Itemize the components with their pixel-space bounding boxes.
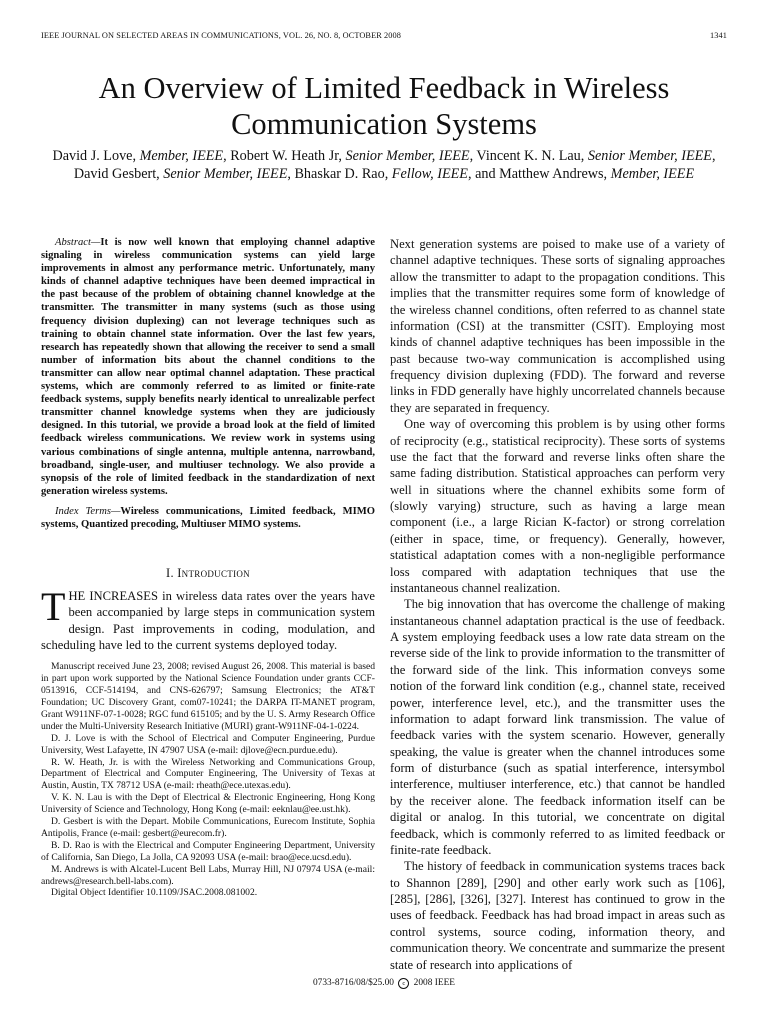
footnote-affiliation: R. W. Heath, Jr. is with the Wireless Networking and Communications Group, Department of Electrical and Computer Engineering, The University of Texas at Austin, Austin, TX 78712 USA (e-mail: rheath@ece.utexas.edu). [41, 756, 375, 792]
author-list: David J. Love, Member, IEEE, Robert W. Heath Jr, Senior Member, IEEE, Vincent K. N. Lau, Senior Member, IEEE, David Gesbert, Senior Member, IEEE, Bhaskar D. Rao, Fellow, IEEE, and Matthew Andrews, Member, IEEE [52, 148, 716, 182]
issn-price: 0733-8716/08/$25.00 [312, 978, 394, 988]
author-name: Matthew Andrews [499, 166, 604, 182]
index-terms-label: Index Terms [55, 505, 111, 517]
body-paragraph: One way of overcoming this problem is by using other forms of reciprocity (e.g., statistical reciprocity). These sorts of systems use the fact that the forward and reverse links often share the same fading distribution. Statistical approaches can perform very well in situations where the channel exhibits some form of (slowly varying) structure, such as having a large mean component (i.e., a large Rician K-factor) or strong correlation (either in space, time, or frequency). Generally, however, statistical adaptation comes with a non-negligible performance loss compared with adaptation techniques that use the instantaneous channel realization. [390, 417, 725, 595]
footnote-affiliation: D. Gesbert is with the Depart. Mobile Communications, Eurecom Institute, Sophia Antipolis, France (e-mail: gesbert@eurecom.fr). [41, 816, 375, 839]
footnote-manuscript: Manuscript received June 23, 2008; revised August 26, 2008. This material is based in part upon work supported by the National Science Foundation under grants CCF-0513916, CCF-514194, and CNS-626797; Samsung Electronics; the AT&T Foundation; UC Discovery Grant, com07-10241; the DARPA IT-MANET program, Grant W911NF-07-1-0028; RGC fund 615105; and by the U. S. Army Research Office under the Multi-University Research Initiative (MURI) grant-W911NF-04-1-0224. [41, 661, 375, 732]
author-name: Robert W. Heath Jr [230, 148, 339, 164]
intro-lead-caps: HE INCREASES [68, 589, 158, 604]
section-heading [41, 566, 375, 581]
left-column [41, 236, 375, 899]
footnote-affiliation: V. K. N. Lau is with the Dept of Electrical & Electronic Engineering, Hong Kong University of Science and Technology, Hong Kong (e-mail: eeknlau@ee.ust.hk). [41, 792, 375, 816]
abstract-text: It is now well known that employing channel adaptive signaling in wireless communication systems can yield large improvements in almost any performance metric. Unfortunately, many kinds of channel adaptive techniques have been deemed impractical in the past because of the problem of obtaining channel knowledge at the transmitter. The transmitter in many systems (such as those using frequency division duplexing) can not leverage techniques such as training to obtain channel state information. Over the last few years, research has repeatedly shown that allowing the receiver to send a small number of information bits about the channel conditions to the transmitter can allow near optimal channel adaptation. These practical systems, which are commonly referred to as limited or finite-rate feedback systems, supply benefits nearly identical to unrealizable perfect transmitter channel knowledge systems when they are judiciously designed. In this tutorial, we provide a broad look at the field of limited feedback wireless communications. We review work in systems using various combinations of single antenna, multiple antenna, narrowband, broadband, single-user, and multiuser technology. We also provide a synopsis of the role of limited feedback in the standardization of next generation wireless systems. [41, 237, 375, 497]
page-number: 1341 [710, 31, 727, 40]
drop-cap: T [41, 584, 66, 630]
copyright-text: 2008 IEEE [413, 978, 456, 988]
intro-paragraph [41, 584, 375, 653]
footnote-affiliation: D. J. Love is with the School of Electrical and Computer Engineering, Purdue University, West Lafayette, IN 47907 USA (e-mail: djlove@ecn.purdue.edu). [41, 732, 375, 756]
section-title: Introduction [177, 566, 250, 581]
journal-citation: IEEE JOURNAL ON SELECTED AREAS IN COMMUNICATIONS, VOL. 26, NO. 8, OCTOBER 2008 [41, 31, 402, 40]
abstract: Abstract—It is now well known that employing channel adaptive signaling in wireless communication systems can yield large improvements in almost any performance metric. Unfortunately, many kinds of channel adaptive techniques have been deemed impractical in the past because of the problem of obtaining channel knowledge at the transmitter. The transmitter in many systems (such as those using frequency division duplexing) can not leverage techniques such as training to obtain channel state information. Over the last few years, research has repeatedly shown that allowing the receiver to send a small number of information bits about the channel conditions to the transmitter can allow near optimal channel adaptation. These practical systems, which are commonly referred to as limited or finite-rate feedback systems, supply benefits nearly identical to unrealizable perfect transmitter channel knowledge systems when they are judiciously designed. In this tutorial, we provide a broad look at the field of limited feedback wireless communications. We review work in systems using various combinations of single antenna, multiple antenna, narrowband, broadband, single-user, and multiuser technology. We also provide a synopsis of the role of limited feedback in the standardization of next generation wireless systems. [41, 237, 375, 497]
author-name: David J. Love [52, 148, 133, 164]
paper-title: An Overview of Limited Feedback in Wireless Communication Systems [98, 71, 670, 141]
author-role: Senior Member, IEEE [587, 148, 712, 164]
author-name: Vincent K. N. Lau [476, 148, 581, 164]
body-paragraph: Next generation systems are poised to make use of a variety of channel adaptive techniques. These sorts of signaling approaches allow the transmitter to adapt to the propagation conditions. This implies that the transmitter requires some form of knowledge of the wireless channel conditions, often referred to as channel state information (CSI) at the transmitter (CSIT). Employing most kinds of channel adaptive techniques has been impossible in the past because two-way communication is accomplished using frequency division duplexing (FDD). The forward and reverse links in FDD generally have highly uncorrelated channels because they are separated in frequency. [390, 237, 725, 415]
author-role: Fellow, IEEE [391, 166, 468, 182]
footnote-doi: Digital Object Identifier 10.1109/JSAC.2008.081002. [51, 887, 258, 899]
author-role: Senior Member, IEEE [163, 166, 288, 182]
intro-text: in wireless data rates over the years have been accompanied by large steps in communication system design. Past improvements in coding, modulation, and scheduling have led to the current systems deployed today. [41, 589, 375, 652]
body-paragraph: The big innovation that has overcome the challenge of making instantaneous channel adaptation practical is the use of feedback. A system employing feedback uses a low rate data stream on the reverse side of the link to provide information to the transmitter of the forward side of the link. This information conveys some notion of the forward link condition (e.g., channel state, received power, interference level, etc.), and the transmitter uses the information to adapt forward link transmission. The value of feedback varies with the system scenario. However, generally speaking, the value is greater when the channel introduces some form of disturbance (such as spatial interference, intersymbol interference, multiuser interference, etc.) that cannot be handled by the receiver alone. The feedback information itself can be digital or analog. In this tutorial, we concentrate on digital feedback, which is commonly referred to as limited feedback or finite-rate feedback. [390, 597, 725, 857]
copyright-symbol: c [398, 978, 409, 989]
index-terms: Index Terms—Wireless communications, Limited feedback, MIMO systems, Quantized precoding, Multiuser MIMO systems. [41, 505, 375, 530]
author-role: Senior Member, IEEE [345, 148, 470, 164]
author-name: David Gesbert [73, 166, 157, 182]
section-number: I. [166, 566, 174, 581]
footnote-affiliation: M. Andrews is with Alcatel-Lucent Bell Labs, Murray Hill, NJ 07974 USA (e-mail: andrews@research.bell-labs.com). [41, 863, 375, 887]
body-paragraph: The history of feedback in communication systems traces back to Shannon [289], [290] and other early work such as [106], [285], [286], [326], [327]. Interest has continued to grow in the uses of feedback. Feedback has had broad impact in areas such as control systems, source coding, information theory, and communication theory. We concentrate and summarize the present state of research into applications of [390, 859, 725, 972]
page-footer [0, 978, 768, 989]
author-name: Bhaskar D. Rao [294, 166, 385, 182]
author-role: Member, IEEE [139, 148, 224, 164]
footnote-affiliation: B. D. Rao is with the Electrical and Computer Engineering Department, University of California, San Diego, La Jolla, CA 92093 USA (e-mail: brao@ece.ucsd.edu). [41, 839, 375, 863]
author-role: Member, IEEE [610, 166, 695, 182]
abstract-label: Abstract [55, 237, 91, 248]
index-terms-text: Wireless communications, Limited feedback, MIMO systems, Quantized precoding, Multiuser MIMO systems. [41, 505, 375, 530]
right-column [390, 236, 725, 973]
footnotes [41, 661, 375, 899]
